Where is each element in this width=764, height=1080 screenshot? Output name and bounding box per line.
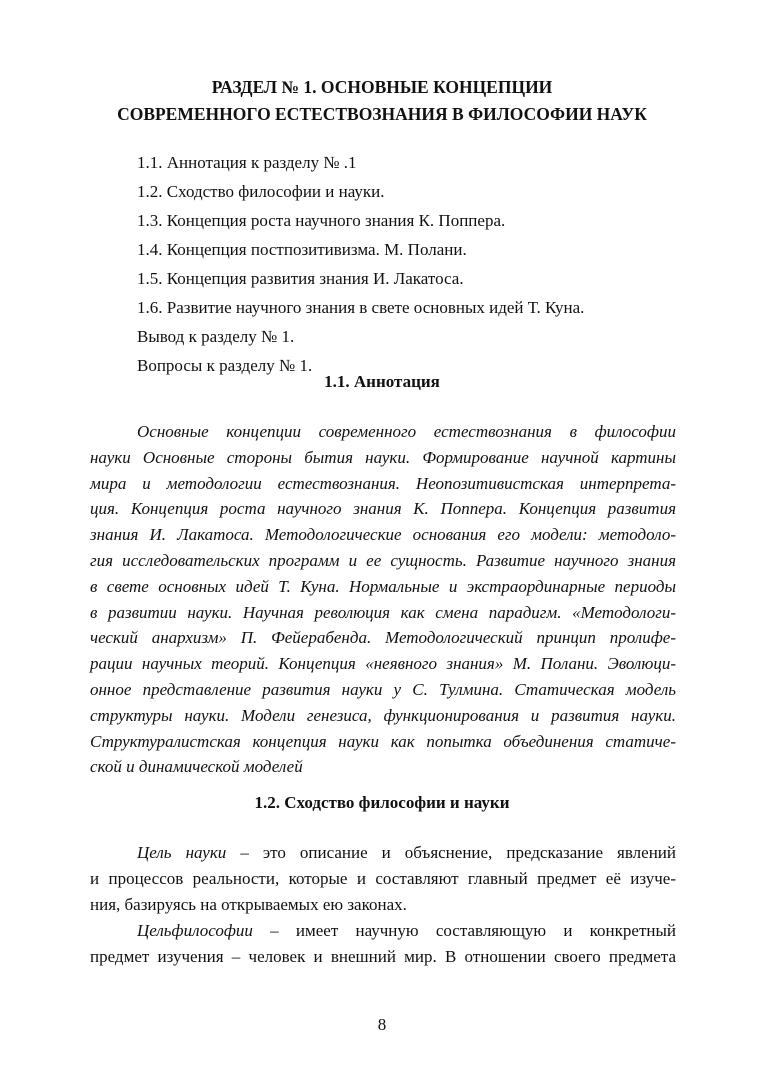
paragraph-text: – имеет научную составляющую и конкретный (252, 921, 676, 940)
paragraph-line (90, 840, 676, 866)
abstract-line: ция. Концепция роста научного знания К. Поппера. Концепция развития (90, 499, 676, 519)
abstract-line: онное представление развития науки у С. Тулмина. Статическая модель (90, 679, 676, 699)
abstract-line: мира и методологии естествознания. Неопозитивистская интерпрета- (90, 473, 676, 493)
abstract-line: Структуралистская концепция науки как попытка объединения статиче- (90, 731, 676, 751)
paragraph-line (90, 918, 676, 944)
abstract-line: рации научных теорий. Концепция «неявного знания» М. Полани. Эволюци- (90, 654, 676, 674)
paragraph-text: – это описание и объяснение, предсказание явлений (226, 843, 676, 862)
abstract-line: в свете основных идей Т. Куна. Нормальные и экстраординарные периоды (90, 576, 676, 596)
toc-item: Вопросы к разделу № 1. (137, 356, 313, 375)
page-number: 8 (377, 1015, 387, 1034)
section-title-line-1: РАЗДЕЛ № 1. ОСНОВНЫЕ КОНЦЕПЦИИ (211, 77, 553, 97)
section-title (90, 74, 674, 128)
abstract-line: Основные концепции современного естествознания в философии (137, 422, 676, 441)
abstract-line: ской и динамической моделей (90, 757, 303, 777)
toc-item: 1.4. Концепция постпозитивизма. М. Полани. (137, 240, 467, 259)
paragraph-line: предмет изучения – человек и внешний мир. В отношении своего предмета (90, 947, 676, 966)
abstract-line: ческий анархизм» П. Фейерабенда. Методологический принцип пролифе- (90, 628, 676, 648)
abstract-line: знания И. Лакатоса. Методологические основания его модели: методоло- (90, 525, 676, 545)
section-title-line-2: СОВРЕМЕННОГО ЕСТЕСТВОЗНАНИЯ В ФИЛОСОФИИ НАУК (117, 104, 647, 124)
toc-item: 1.1. Аннотация к разделу № .1 (137, 153, 357, 172)
abstract-line: гия исследовательских программ и ее сущность. Развитие научного знания (90, 550, 676, 570)
toc-item: 1.5. Концепция развития знания И. Лакатоса. (137, 269, 464, 288)
annotation-abstract (90, 419, 676, 780)
annotation-heading: 1.1. Аннотация (324, 372, 440, 391)
paragraph-line: ния, базируясь на открываемых ею законах. (90, 895, 407, 914)
paragraph-line: и процессов реальности, которые и составляют главный предмет её изуче- (90, 869, 676, 888)
term-philosophy-goal: Цельфилософии (137, 921, 253, 940)
toc-item: 1.6. Развитие научного знания в свете основных идей Т. Куна. (137, 298, 585, 317)
abstract-line: в развитии науки. Научная революция как смена парадигм. «Методологи- (90, 602, 676, 622)
paragraph-philosophy-goal (90, 918, 676, 970)
abstract-line: науки Основные стороны бытия науки. Формирование научной картины (90, 447, 676, 467)
toc-item: Вывод к разделу № 1. (137, 327, 295, 346)
paragraph-science-goal (90, 840, 676, 918)
toc-item: 1.3. Концепция роста научного знания К. Поппера. (137, 211, 506, 230)
similarity-heading: 1.2. Сходство философии и науки (254, 793, 510, 812)
toc-item: 1.2. Сходство философии и науки. (137, 182, 385, 201)
term-science-goal: Цель науки (137, 843, 227, 862)
table-of-contents (137, 148, 584, 380)
abstract-line: структуры науки. Модели генезиса, функционирования и развития науки. (90, 705, 676, 725)
